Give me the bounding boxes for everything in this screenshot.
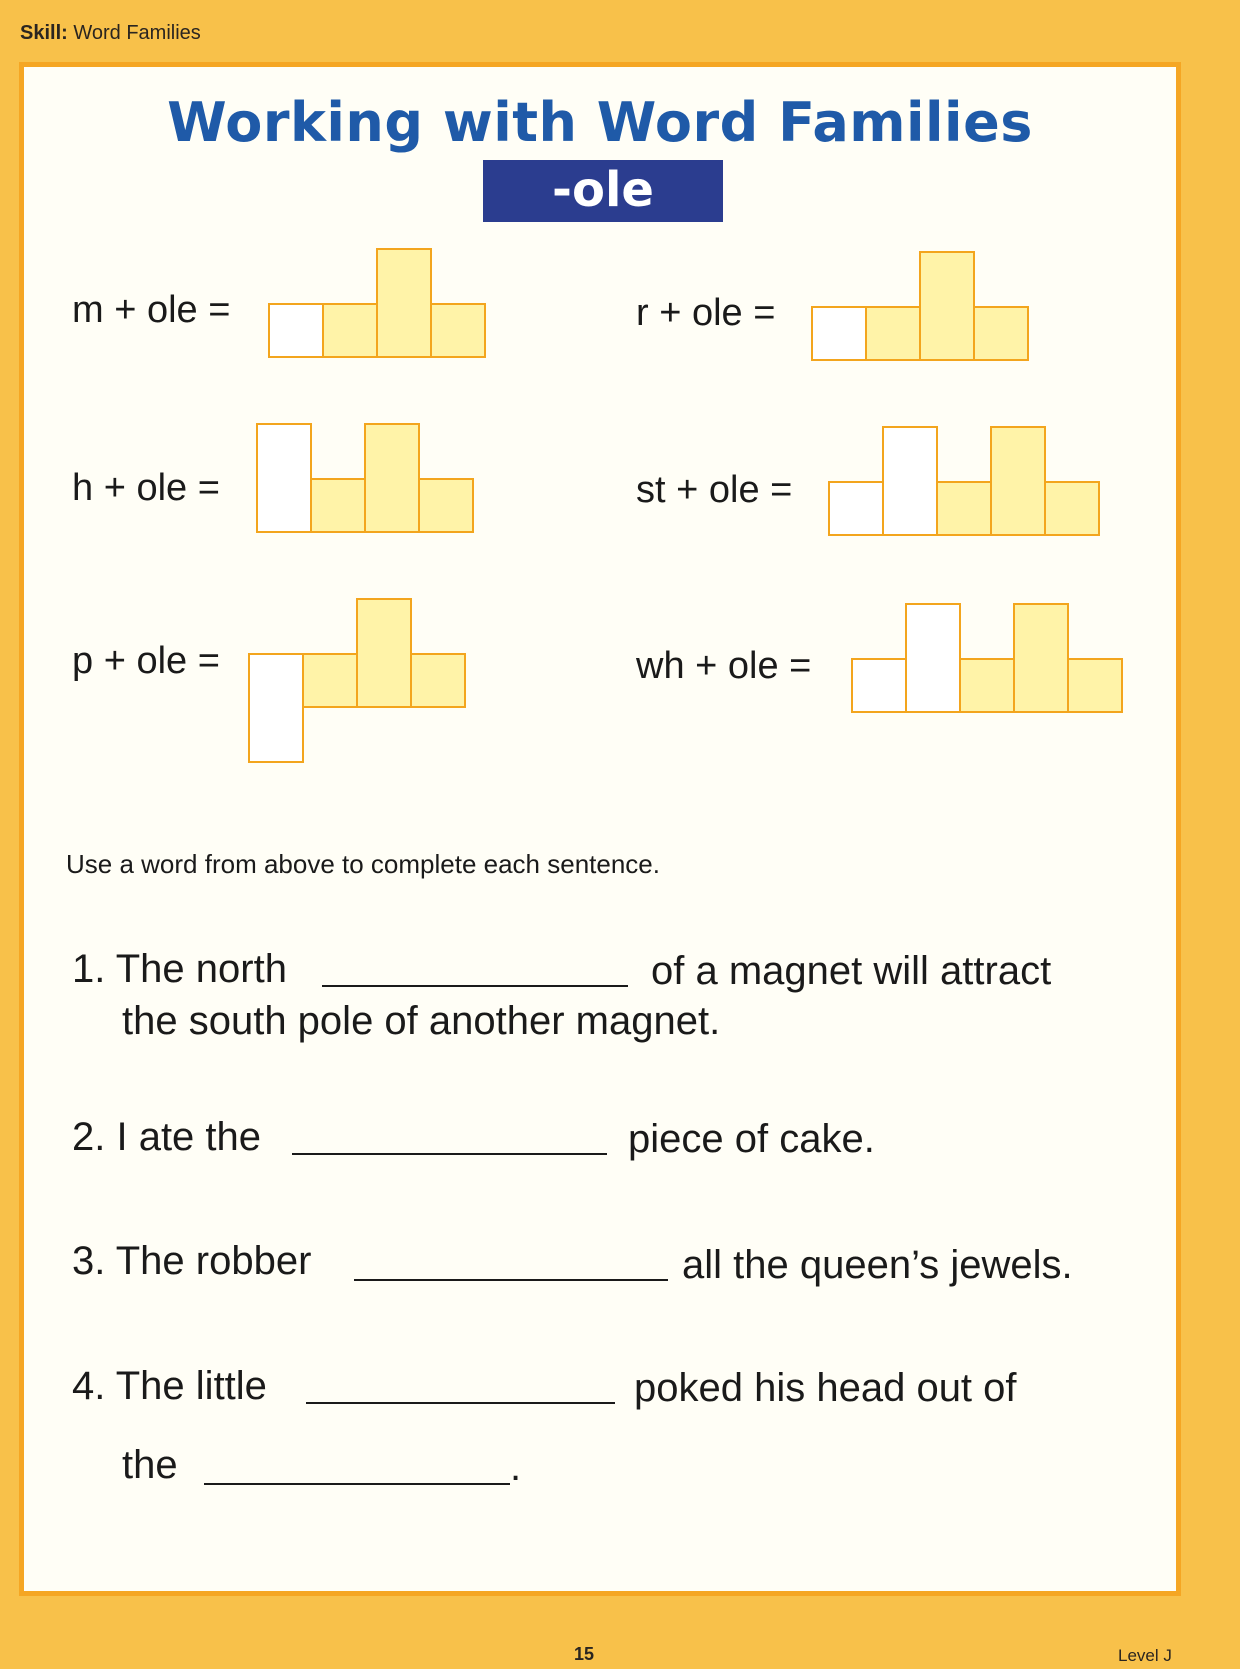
page-number: 15 xyxy=(574,1644,595,1664)
letter-box[interactable] xyxy=(1044,481,1100,536)
equation-label-wh: wh + ole = xyxy=(636,645,812,687)
instructions: Use a word from above to complete each sentence. xyxy=(66,849,660,879)
letter-box[interactable] xyxy=(356,598,412,708)
sentence-2-start: 2. I ate the xyxy=(72,1115,262,1159)
equation-label-st: st + ole = xyxy=(636,469,793,511)
sentence-2-end: piece of cake. xyxy=(628,1117,875,1161)
skill-value: Word Families xyxy=(73,22,201,44)
letter-box[interactable] xyxy=(851,658,907,713)
letter-box[interactable] xyxy=(248,653,304,763)
sentence-4-period: . xyxy=(510,1445,522,1489)
page-title: Working with Word Families xyxy=(167,91,1033,154)
letter-box[interactable] xyxy=(430,303,486,358)
letter-box[interactable] xyxy=(990,426,1046,536)
letter-box[interactable] xyxy=(268,303,324,358)
sentence-1-line2: the south pole of another magnet. xyxy=(122,999,721,1043)
letter-box[interactable] xyxy=(973,306,1029,361)
letter-box[interactable] xyxy=(1067,658,1123,713)
letter-box[interactable] xyxy=(418,478,474,533)
letter-box[interactable] xyxy=(256,423,312,533)
sentence-4-start: 4. The little xyxy=(72,1364,267,1408)
answer-blank-2[interactable] xyxy=(292,1153,607,1155)
letter-box[interactable] xyxy=(811,306,867,361)
answer-blank-4[interactable] xyxy=(306,1402,615,1404)
skill-label xyxy=(20,22,201,45)
letter-box[interactable] xyxy=(322,303,378,358)
letter-box[interactable] xyxy=(828,481,884,536)
equation-label-h: h + ole = xyxy=(72,467,220,509)
answer-blank-3[interactable] xyxy=(354,1279,668,1281)
level-label: Level J xyxy=(1118,1646,1172,1665)
letter-box[interactable] xyxy=(376,248,432,358)
sentence-3-start: 3. The robber xyxy=(72,1239,312,1283)
sentence-1-end: of a magnet will attract xyxy=(651,949,1052,993)
letter-box[interactable] xyxy=(936,481,992,536)
answer-blank-1[interactable] xyxy=(322,985,628,987)
word-family-badge: -ole xyxy=(483,160,723,222)
sentence-4-line2: the xyxy=(122,1443,178,1487)
equation-label-r: r + ole = xyxy=(636,292,776,334)
letter-box[interactable] xyxy=(919,251,975,361)
letter-box[interactable] xyxy=(364,423,420,533)
letter-box[interactable] xyxy=(959,658,1015,713)
sentence-1-start: 1. The north xyxy=(72,947,287,991)
answer-blank-5[interactable] xyxy=(204,1483,510,1485)
letter-box[interactable] xyxy=(882,426,938,536)
letter-box[interactable] xyxy=(865,306,921,361)
worksheet xyxy=(19,62,1181,1596)
equation-label-p: p + ole = xyxy=(72,640,220,682)
letter-box[interactable] xyxy=(905,603,961,713)
sentence-4-end: poked his head out of xyxy=(634,1366,1017,1410)
letter-box[interactable] xyxy=(410,653,466,708)
equation-label-m: m + ole = xyxy=(72,289,231,331)
letter-box[interactable] xyxy=(310,478,366,533)
skill-heading: Skill: xyxy=(20,22,68,44)
letter-box[interactable] xyxy=(302,653,358,708)
sentence-3-end: all the queen’s jewels. xyxy=(682,1243,1073,1287)
letter-box[interactable] xyxy=(1013,603,1069,713)
